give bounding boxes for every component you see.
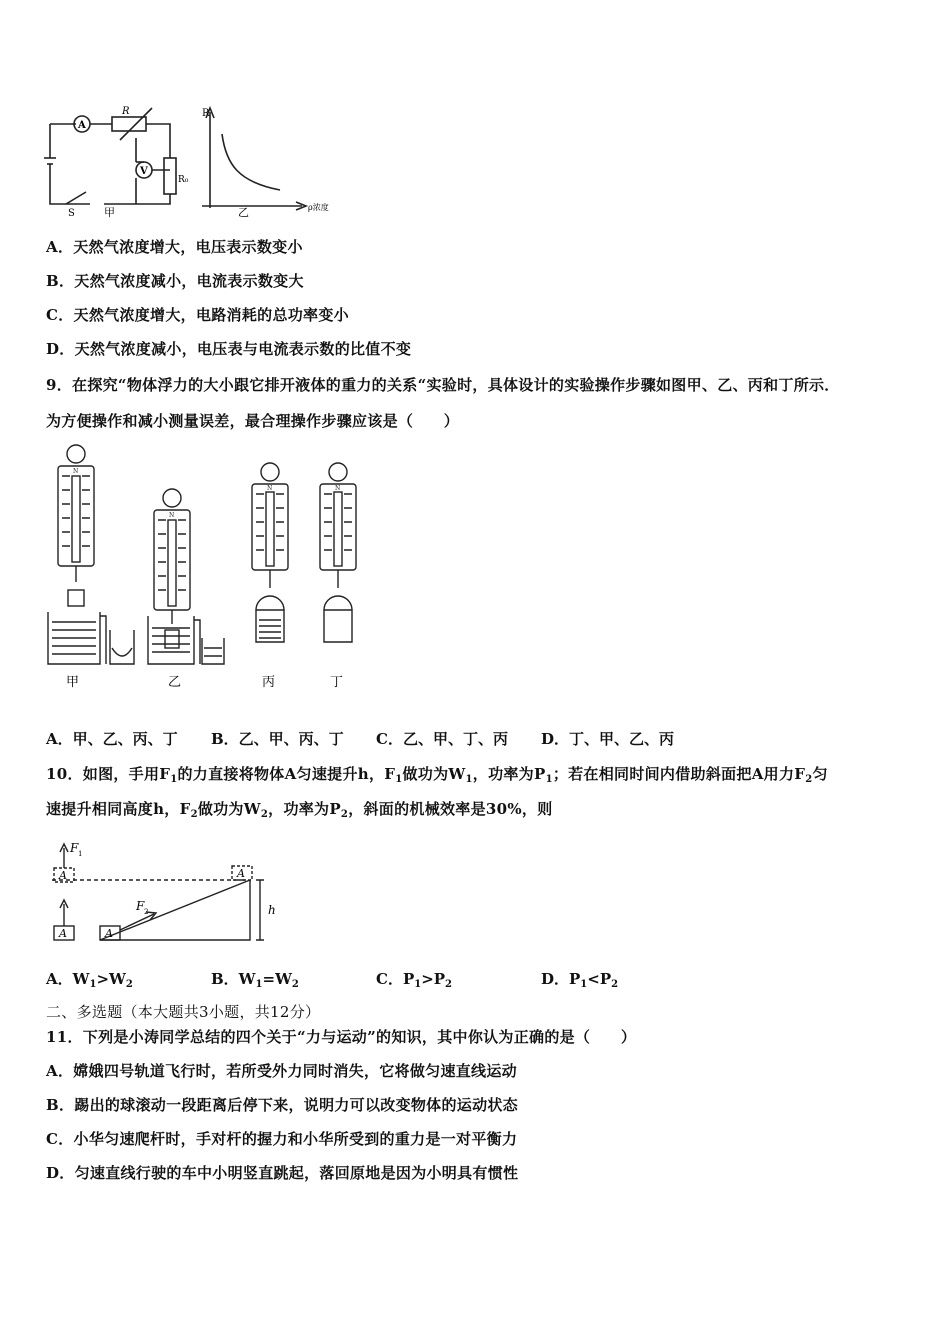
scale-unit-ding: N [335,485,341,492]
resistance-concentration-graph [198,104,348,219]
axis-rho-label: ρ浓度 [308,203,329,212]
q11-option-c: C．小华匀速爬杆时，手对杆的握力和小华所受到的重力是一对平衡力 [46,1130,518,1148]
q11-option-d: D．匀速直线行驶的车中小明竖直跳起，落回原地是因为小明具有惯性 [46,1164,519,1182]
fig-jia-label: 甲 [104,206,115,219]
block-a-bottom-label: A [59,927,67,940]
fig-label-jia: 甲 [66,675,80,690]
f2-subscript: 2 [144,908,149,916]
q10-stem-line1: 10．如图，手用$F_1$的力直接将物体A匀速提升h，$F_1$做功为$W_1$，功率为$P_1$；若在相同时间内借助斜面把A用力$F_2$匀 [46,765,828,785]
switch-label: S [68,208,75,219]
spring-scale-figure [44,442,364,692]
block-a-incline-top-label: A [237,867,245,880]
q9-stem-line1: 9．在探究“物体浮力的大小跟它排开液体的重力的关系“实验时，具体设计的实验操作步骤如图甲、乙、丙和丁所示． [46,376,840,394]
q9-option-a: A．甲、乙、丙、丁 [46,730,178,748]
fig-label-bing: 丙 [262,675,276,690]
section-title: 二、多选题（本大题共3小题，共12分） [46,1003,321,1021]
q9-options [46,728,674,749]
q8-option-c: C．天然气浓度增大，电路消耗的总功率变小 [46,306,349,324]
block-a-top-label: A [59,869,67,882]
q9-option-c: C．乙、甲、丁、丙 [376,730,508,748]
q10-option-d: D．$P_1<P_2$ [541,970,619,990]
q9-option-b: B．乙、甲、丙、丁 [211,730,344,748]
rheostat-label: R [122,106,130,117]
q10-option-b: B．$W_1=W_2$ [211,970,299,990]
fig-yi-label: 乙 [238,206,249,219]
q10-stem-line2: 速提升相同高度h，$F_2$做功为$W_2$，功率为$P_2$，斜面的机械效率是30%，则 [46,800,553,820]
ammeter-label: A [78,120,86,131]
fig-label-yi: 乙 [168,675,182,690]
q10-options [46,968,618,990]
q8-option-d: D．天然气浓度减小，电压表与电流表示数的比值不变 [46,340,412,358]
block-a-incline-label: A [105,927,113,940]
q11-option-b: B．踢出的球滚动一段距离后停下来，说明力可以改变物体的运动状态 [46,1096,518,1114]
fig-label-ding: 丁 [330,675,344,690]
q8-option-b: B．天然气浓度减小，电流表示数变大 [46,272,304,290]
q11-stem: 11．下列是小涛同学总结的四个关于“力与运动”的知识，其中你认为正确的是（ ） [46,1028,637,1046]
f1-subscript: 1 [78,850,83,858]
f1-label: F [70,841,79,855]
scale-unit-yi: N [169,512,175,519]
axis-r-label: R [202,108,210,119]
q9-option-d: D．丁、甲、乙、丙 [541,730,675,748]
q8-option-a: A．天然气浓度增大，电压表示数变小 [46,238,303,256]
voltmeter-label: V [140,166,148,177]
scale-unit-jia: N [73,468,79,475]
height-label: h [268,903,276,917]
q10-option-c: C．$P_1>P_2$ [376,970,453,990]
circuit-diagram [40,100,210,220]
r0-label: R₀ [178,175,189,185]
q9-stem-line2: 为方便操作和减小测量误差，最合理操作步骤应该是（ ） [46,412,460,430]
incline-figure [48,838,288,948]
q10-option-a: A．$W_1>W_2$ [46,970,133,990]
q11-option-a: A．嫦娥四号轨道飞行时，若所受外力同时消失，它将做匀速直线运动 [46,1062,517,1080]
scale-unit-bing: N [267,485,273,492]
f2-label: F [136,899,145,913]
